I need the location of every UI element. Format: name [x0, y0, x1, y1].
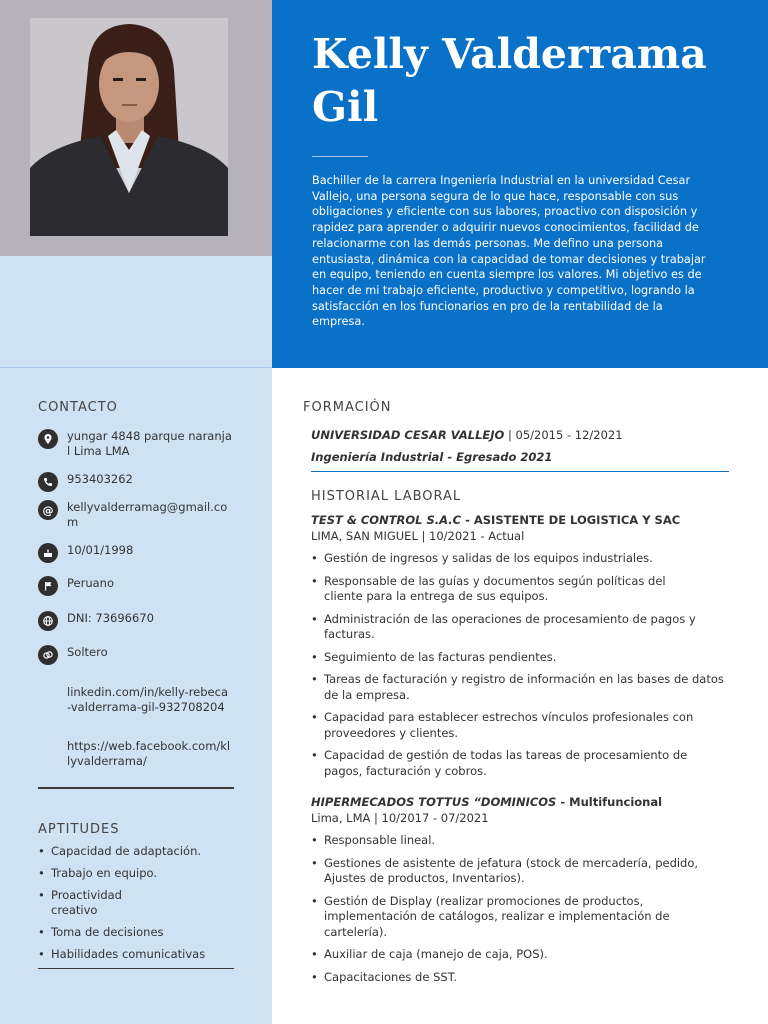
work-title: HISTORIAL LABORAL — [311, 489, 462, 504]
job-bullets-1 — [311, 551, 729, 786]
nationality-text: Peruano — [67, 576, 114, 590]
skills-list — [38, 844, 234, 969]
job-bullet: • Gestión de ingresos y salidas de los equipos industriales. — [311, 551, 729, 567]
job-bullet: • Responsable de las guías y documentos según políticas del cliente para la entrega de sus equipos. — [311, 574, 671, 605]
skill-item: • Capacidad de adaptación. — [38, 844, 234, 859]
job-bullet: • Gestión de Display (realizar promociones de productos, implementación de catálogos, realizar e implementación de cartelería). — [311, 894, 691, 941]
dni-text: DNI: 73696670 — [67, 611, 154, 625]
contact-birthdate — [38, 543, 232, 563]
phone-text: 953403262 — [67, 472, 133, 486]
job-bullet: • Capacitaciones de SST. — [311, 970, 729, 986]
skills-title: APTITUDES — [38, 822, 120, 837]
linkedin-link[interactable]: linkedin.com/in/kelly-rebeca-valderrama-gil-932708204 — [67, 685, 228, 714]
header — [272, 0, 768, 368]
contact-dni — [38, 611, 232, 631]
job-role: - ASISTENTE DE LOGISTICA Y SAC — [461, 513, 681, 527]
education-title: FORMACIÓN — [303, 400, 392, 415]
rings-icon — [38, 645, 58, 665]
facebook-link[interactable]: https://web.facebook.com/kllyvalderrama/ — [67, 739, 231, 768]
job-bullet: • Capacidad para establecer estrechos vínculos profesionales con proveedores y clientes. — [311, 710, 706, 741]
profile-summary: Bachiller de la carrera Ingeniería Industrial en la universidad Cesar Vallejo, una persona segura de lo que hace, responsable con sus obligaciones y eficiente con sus labores, proactivo con disposición y rapidez para aprender o adquirir nuevos conocimientos, facilidad de relacionarme con las demás personas. Me defino una persona entusiasta, dinámica con la capacidad de tomar decisiones y trabajar en equipo, teniendo en cuenta siempre los valores. Mi objetivo es de hacer de mi trabajo eficiente, productivo y competitivo, logrando la satisfacción en los funcionarios en pro de la rentabilidad de la empresa. — [312, 174, 706, 329]
contact-nationality — [38, 576, 232, 596]
degree-name: Ingeniería Industrial - Egresado 2021 — [311, 450, 553, 464]
institution-name: UNIVERSIDAD CESAR VALLEJO — [311, 428, 505, 442]
civil-status-text: Soltero — [67, 645, 108, 659]
contact-title: CONTACTO — [38, 400, 118, 415]
contact-email — [38, 500, 232, 530]
skill-item: • Trabajo en equipo. — [38, 866, 234, 881]
candidate-name: Kelly Valderrama Gil — [312, 30, 707, 131]
skills-divider — [38, 968, 234, 969]
contact-phone — [38, 472, 232, 492]
job-role: - Multifuncional — [556, 795, 663, 809]
skill-item: • Proactividad creativo — [38, 888, 128, 918]
skill-item: • Toma de decisiones — [38, 925, 234, 940]
job-bullet: • Tareas de facturación y registro de información en las bases de datos de la empresa. — [311, 672, 729, 703]
birthday-cake-icon — [38, 543, 58, 563]
education-dates: | 05/2015 - 12/2021 — [504, 428, 623, 442]
job-bullet: • Capacidad de gestión de todas las tareas de procesamiento de pagos, facturación y cobros. — [311, 748, 729, 779]
job-bullet: • Seguimiento de las facturas pendientes. — [311, 650, 729, 666]
education-divider — [311, 471, 729, 472]
email-text: kellyvalderramag@gmail.com — [67, 500, 228, 529]
contact-address — [38, 429, 232, 459]
photo-area — [0, 0, 272, 256]
job-bullet: • Responsable lineal. — [311, 833, 729, 849]
at-sign-icon: @ — [38, 500, 58, 520]
job-location-dates: LIMA, SAN MIGUEL | 10/2021 - Actual — [311, 529, 525, 543]
job-bullets-2 — [311, 833, 729, 992]
job-location-dates: Lima, LMA | 10/2017 - 07/2021 — [311, 811, 489, 825]
address-text: yungar 4848 parque naranjal Lima LMA — [67, 429, 232, 458]
education-institution-line — [311, 428, 623, 442]
contact-divider — [38, 787, 234, 789]
globe-icon — [38, 611, 58, 631]
skill-item: • Habilidades comunicativas — [38, 947, 234, 962]
employer-name: HIPERMECADOS TOTTUS “DOMINICOS — [311, 795, 557, 809]
phone-icon — [38, 472, 58, 492]
contact-civil-status — [38, 645, 232, 665]
name-divider — [312, 156, 368, 157]
job-title-2 — [311, 795, 662, 809]
job-title-1 — [311, 513, 680, 527]
education-degree-line — [311, 450, 552, 464]
birthdate-text: 10/01/1998 — [67, 543, 134, 557]
flag-icon — [38, 576, 58, 596]
sidebar-divider — [0, 367, 272, 368]
job-bullet: • Gestiones de asistente de jefatura (stock de mercadería, pedido, Ajustes de productos, Inventarios). — [311, 856, 716, 887]
job-bullet: • Administración de las operaciones de procesamiento de pagos y facturas. — [311, 612, 729, 643]
location-pin-icon — [38, 429, 58, 449]
profile-photo — [30, 18, 228, 236]
employer-name: TEST & CONTROL S.A.C — [311, 513, 462, 527]
job-bullet: • Auxiliar de caja (manejo de caja, POS). — [311, 947, 729, 963]
